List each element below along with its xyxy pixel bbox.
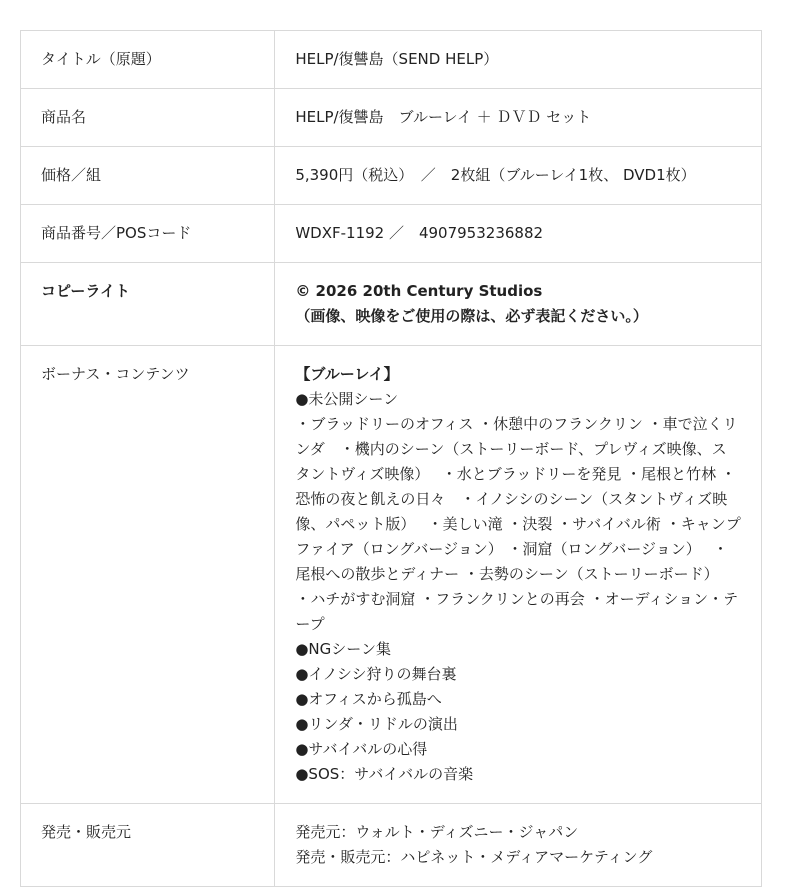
table-row-title	[21, 31, 762, 89]
row-label: 発売・販売元	[21, 804, 275, 887]
row-label: タイトル（原題）	[21, 31, 275, 89]
row-value: WDXF-1192 ／ 4907953236882	[275, 205, 762, 263]
copyright-line: © 2026 20th Century Studios	[295, 282, 543, 300]
table-row-bonus-contents	[21, 346, 762, 804]
bonus-item: ●NGシーン集	[295, 640, 391, 658]
row-value: HELP/復讐島 ブルーレイ ＋ ＤＶＤ セット	[275, 89, 762, 147]
distributor-line: 発売・販売元：ハピネット・メディアマーケティング	[295, 848, 653, 866]
row-value: HELP/復讐島（SEND HELP）	[275, 31, 762, 89]
bonus-item: ●リンダ・リドルの演出	[295, 715, 458, 733]
distributor-value	[275, 804, 762, 887]
table-row-product-name	[21, 89, 762, 147]
bonus-item: ●オフィスから孤島へ	[295, 690, 442, 708]
bonus-item: ●未公開シーン	[295, 390, 399, 408]
row-label: ボーナス・コンテンツ	[21, 346, 275, 804]
table-row-price	[21, 147, 762, 205]
row-label: 商品番号／POSコード	[21, 205, 275, 263]
distributor-line: 発売元：ウォルト・ディズニー・ジャパン	[295, 823, 579, 841]
row-label: 価格／組	[21, 147, 275, 205]
copyright-value	[275, 263, 762, 346]
table-row-copyright	[21, 263, 762, 346]
table-row-distributor	[21, 804, 762, 887]
bonus-contents-value	[275, 346, 762, 804]
table-row-product-code	[21, 205, 762, 263]
bonus-heading: 【ブルーレイ】	[295, 365, 399, 383]
row-label: コピーライト	[21, 263, 275, 346]
product-spec-table	[20, 30, 762, 887]
bonus-item: ●SOS：サバイバルの音楽	[295, 765, 474, 783]
bonus-item: ●サバイバルの心得	[295, 740, 428, 758]
row-label: 商品名	[21, 89, 275, 147]
bonus-item: ●イノシシ狩りの舞台裏	[295, 665, 457, 683]
row-value: 5,390円（税込） ／ 2枚組（ブルーレイ1枚、 DVD1枚）	[275, 147, 762, 205]
copyright-note: （画像、映像をご使用の際は、必ず表記ください。）	[295, 307, 648, 325]
bonus-scene-list: ・ブラッドリーのオフィス ・休憩中のフランクリン ・車で泣くリンダ ・機内のシーン（ストーリーボード、プレヴィズ映像、スタントヴィズ映像） ・水とブラッドリーを発見 ・尾根と竹林 ・恐怖の夜と飢えの日々 ・イノシシのシーン（スタントヴィズ映像、パペット版） ・美しい滝 ・決裂 ・サバイバル術 ・キャンプファイア（ロングバージョン） ・洞窟（ロングバージョン） ・尾根への散歩とディナー ・去勢のシーン（ストーリーボード） ・ハチがすむ洞窟 ・フランクリンとの再会 ・オーディション・テープ	[295, 415, 741, 633]
